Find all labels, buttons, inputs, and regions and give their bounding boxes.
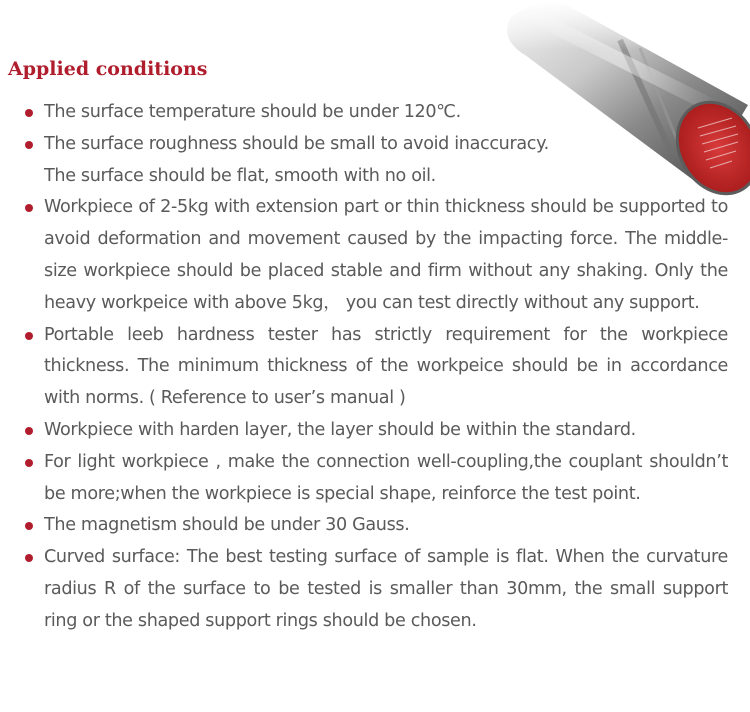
list-item-text: For light workpiece , make the connection well-coupling,the couplant shouldn’t be more;when the workpiece is special shape, reinforce the test point.	[44, 451, 728, 504]
list-item	[0, 447, 750, 511]
list-item	[0, 192, 750, 319]
list-item-text: The surface temperature should be under 120℃.	[44, 102, 461, 122]
section-heading: Applied conditions	[8, 58, 208, 80]
bullet-icon	[25, 427, 33, 435]
bullet-icon	[25, 522, 33, 530]
bullet-icon	[25, 141, 33, 149]
list-item-text: The surface roughness should be small to avoid inaccuracy.	[44, 133, 549, 154]
list-item	[0, 129, 750, 193]
bullet-icon	[25, 459, 33, 467]
bullet-icon	[25, 109, 33, 117]
list-item	[0, 415, 750, 447]
list-item	[0, 542, 750, 637]
list-item-text: Curved surface: The best testing surface of sample is flat. When the curvature radius R of the surface to be tested is smaller than 30mm, the small support ring or the shaped support rings should be chosen.	[44, 547, 728, 631]
list-item-text: The magnetism should be under 30 Gauss.	[44, 515, 410, 536]
bullet-icon	[25, 204, 33, 212]
list-item-text: Workpiece with harden layer, the layer should be within the standard.	[44, 419, 636, 440]
list-item-text: Portable leeb hardness tester has strictly requirement for the workpiece thickness. The minimum thickness of the workpeice should be in accordance with norms. ( Reference to user’s manual )	[44, 324, 728, 409]
list-item	[0, 97, 750, 129]
bullet-icon	[25, 554, 33, 562]
conditions-list	[0, 97, 750, 638]
list-item-text-2: The surface should be flat, smooth with no oil.	[44, 165, 436, 186]
bullet-icon	[25, 332, 33, 340]
list-item	[0, 320, 750, 415]
list-item	[0, 510, 750, 542]
list-item-text: Workpiece of 2-5kg with extension part or thin thickness should be supported to avoid deformation and movement caused by the impacting force. The middle-size workpiece should be placed stable and firm without any shaking. Only the heavy workpeice with above 5kg， you can test directly without any support.	[44, 197, 728, 313]
